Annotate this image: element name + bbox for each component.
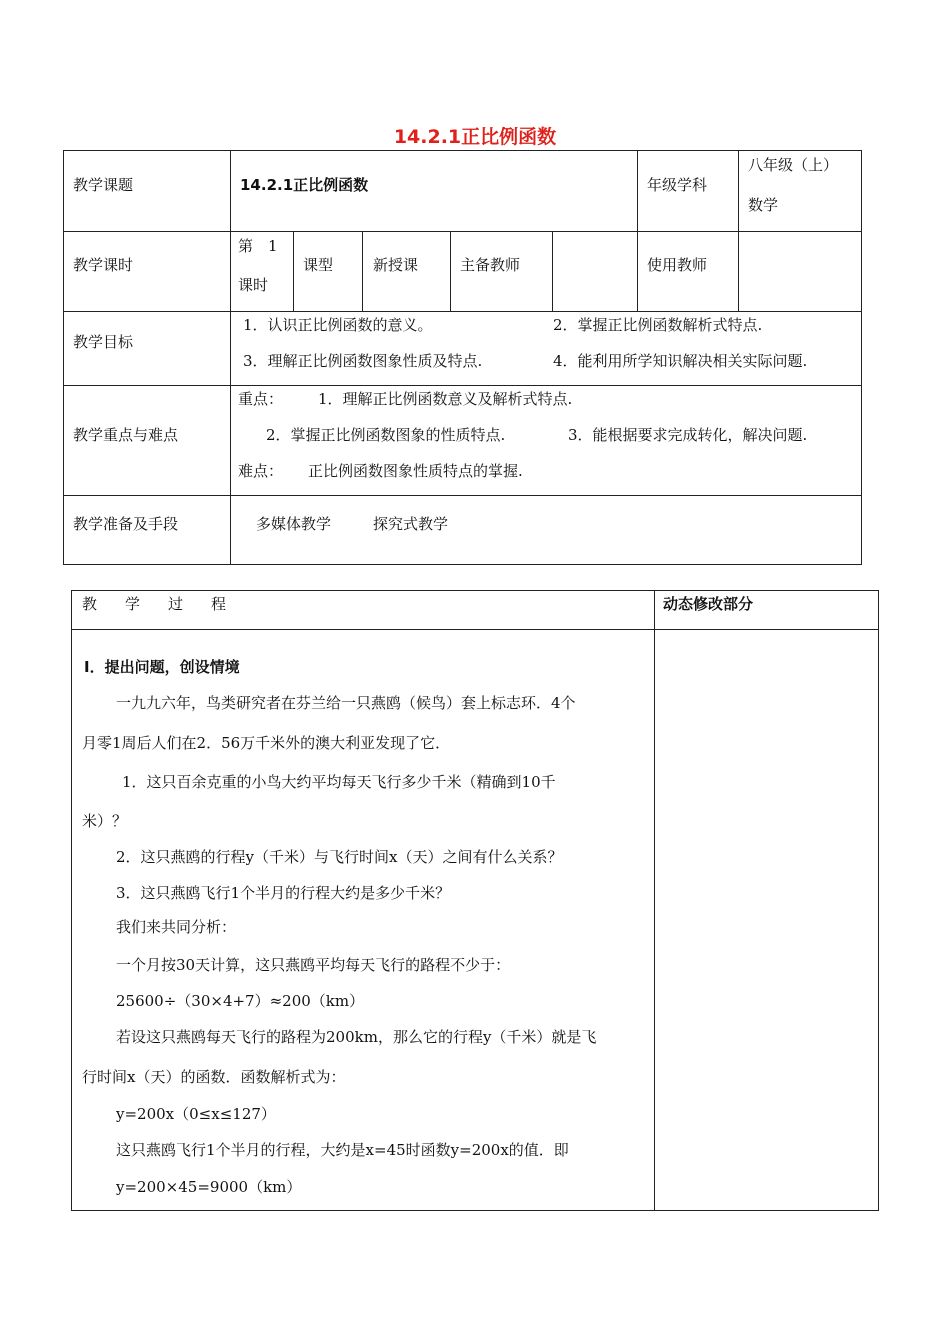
period-unit: 课时: [238, 276, 269, 294]
table-divider: [362, 231, 363, 311]
key-point-3: 3．能根据要求完成转化，解决问题.: [568, 426, 808, 444]
subject-value: 数学: [748, 196, 779, 214]
preparation-label: 教学准备及手段: [73, 515, 179, 533]
body-line: 这只燕鸥飞行1个半月的行程，大约是x=45时函数y=200x的值．即: [116, 1141, 569, 1159]
table-divider: [738, 151, 739, 311]
process-header: 教学过程: [82, 595, 255, 613]
body-line: 3．这只燕鸥飞行1个半月的行程大约是多少千米？: [116, 884, 451, 902]
table-divider: [637, 231, 638, 311]
lead-teacher-label: 主备教师: [460, 256, 521, 274]
body-line: 1．这只百余克重的小鸟大约平均每天飞行多少千米（精确到10千: [122, 773, 556, 791]
body-line: 行时间x（天）的函数．函数解析式为：: [82, 1068, 346, 1086]
objectives-label: 教学目标: [73, 333, 134, 351]
difficulty-text: 正比例函数图象性质特点的掌握.: [308, 462, 523, 480]
body-line: 一个月按30天计算，这只燕鸥平均每天飞行的路程不少于：: [116, 956, 511, 974]
table-divider: [293, 231, 294, 311]
lesson-type-value: 新授课: [373, 256, 419, 274]
body-line: 25600÷（30×4+7）≈200（km）: [116, 992, 365, 1010]
table-divider: [64, 385, 861, 386]
body-line: 若设这只燕鸥每天飞行的路程为200km，那么它的行程y（千米）就是飞: [116, 1028, 597, 1046]
key-point-1: 1．理解正比例函数意义及解析式特点.: [318, 390, 573, 408]
period-label: 教学课时: [73, 256, 134, 274]
body-line: 我们来共同分析：: [116, 918, 237, 936]
table-divider: [637, 151, 638, 231]
user-teacher-label: 使用教师: [647, 256, 708, 274]
body-line: 月零1周后人们在2．56万千米外的澳大利亚发现了它．: [82, 734, 451, 752]
topic-label: 教学课题: [73, 176, 134, 194]
section-heading: Ⅰ．提出问题，创设情境: [84, 658, 240, 676]
objective-3: 3．理解正比例函数图象性质及特点.: [243, 352, 483, 370]
table-divider: [64, 311, 861, 312]
difficulty-label: 难点：: [238, 462, 284, 480]
preparation-item-2: 探究式教学: [373, 515, 449, 533]
table-divider: [552, 231, 553, 311]
table-divider: [450, 231, 451, 311]
grade-subject-label: 年级学科: [647, 176, 708, 194]
key-points-label: 教学重点与难点: [73, 426, 179, 444]
body-line: 2．这只燕鸥的行程y（千米）与飞行时间x（天）之间有什么关系？: [116, 848, 563, 866]
revision-header: 动态修改部分: [663, 595, 754, 613]
lesson-type-label: 课型: [303, 256, 334, 274]
body-line: y=200×45=9000（km）: [116, 1178, 302, 1196]
grade-value: 八年级（上）: [748, 156, 839, 174]
table-divider: [64, 231, 861, 232]
objective-1: 1．认识正比例函数的意义。: [243, 316, 433, 334]
topic-value: 14.2.1正比例函数: [240, 176, 369, 194]
body-line: 一九九六年，鸟类研究者在芬兰给一只燕鸥（候鸟）套上标志环．4个: [116, 694, 576, 712]
key-point-2: 2．掌握正比例函数图象的性质特点.: [266, 426, 506, 444]
table-divider: [72, 629, 878, 630]
table-divider: [230, 151, 231, 564]
key-label: 重点：: [238, 390, 284, 408]
table-divider: [654, 591, 655, 1210]
body-line: 米）？: [82, 812, 128, 830]
table-divider: [64, 495, 861, 496]
preparation-item-1: 多媒体教学: [256, 515, 332, 533]
page-title: 14.2.1正比例函数: [393, 126, 557, 148]
objective-2: 2．掌握正比例函数解析式特点.: [553, 316, 763, 334]
body-line: y=200x（0≤x≤127）: [116, 1105, 276, 1123]
period-value: 第 1: [238, 237, 278, 255]
objective-4: 4．能利用所学知识解决相关实际问题.: [553, 352, 808, 370]
